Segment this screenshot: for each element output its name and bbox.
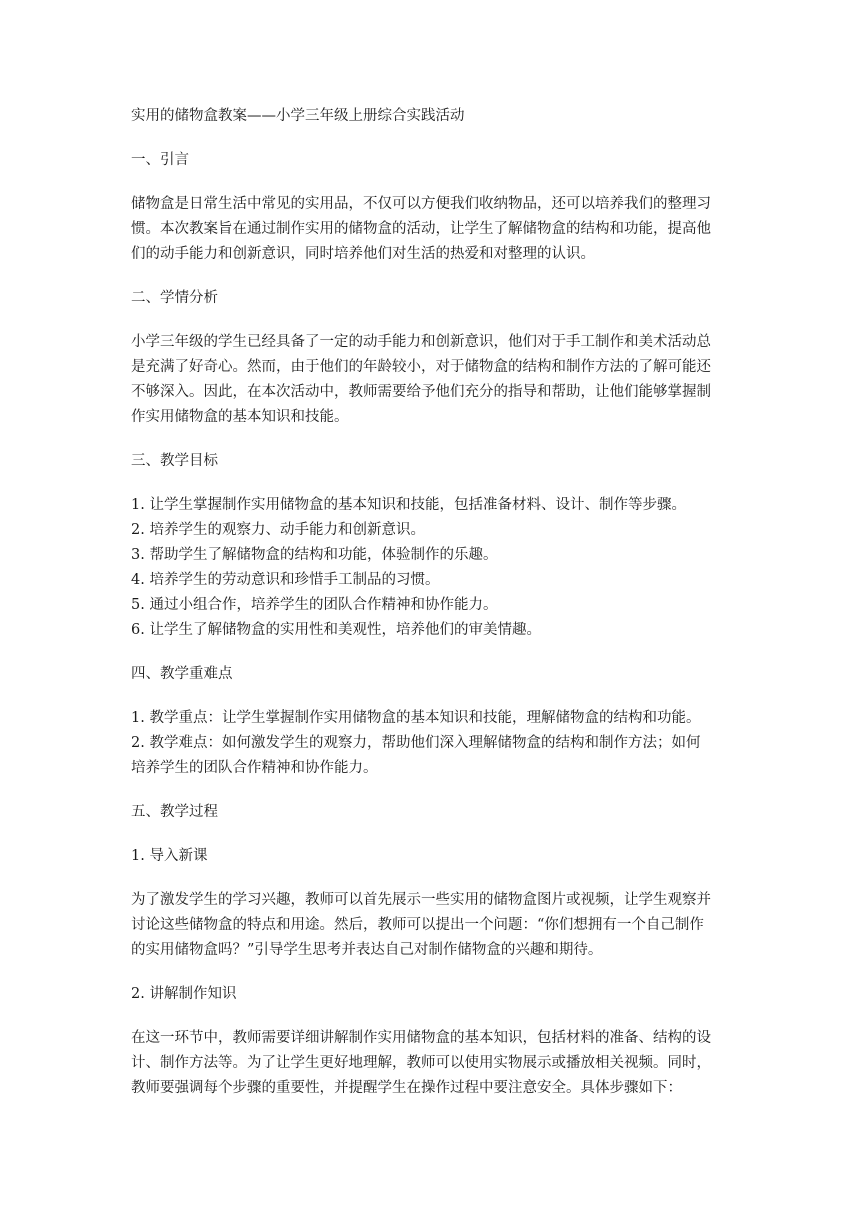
paragraph-line: 讨论这些储物盒的特点和用途。然后，教师可以提出一个问题：“你们想拥有一个自己制作 [131,917,704,933]
section-heading-teaching-goals: 三、教学目标 [131,453,218,469]
paragraph-line: 不够深入。因此，在本次活动中，教师需要给予他们充分的指导和帮助，让他们能够掌握制 [131,384,711,400]
paragraph-intro-lesson [131,888,735,963]
paragraph-line: 教师要强调每个步骤的重要性，并提醒学生在操作过程中要注意安全。具体步骤如下： [131,1080,682,1096]
paragraph-line: 为了激发学生的学习兴趣，教师可以首先展示一些实用的储物盒图片或视频，让学生观察并 [131,892,711,908]
paragraph-line: 储物盒是日常生活中常见的实用品，不仅可以方便我们收纳物品，还可以培养我们的整理习 [131,196,711,212]
list-item-continuation: 培养学生的团队合作精神和协作能力。 [131,760,378,776]
list-item: 2. 教学难点：如何激发学生的观察力，帮助他们深入理解储物盒的结构和制作方法；如何 [131,735,701,751]
section-heading-introduction: 一、引言 [131,152,189,168]
paragraph-line: 在这一环节中，教师需要详细讲解制作实用储物盒的基本知识，包括材料的准备、结构的设 [131,1030,711,1046]
paragraph-line: 惯。本次教案旨在通过制作实用的储物盒的活动，让学生了解储物盒的结构和功能，提高他 [131,221,711,237]
paragraph-introduction [131,192,735,267]
list-item: 6. 让学生了解储物盒的实用性和美观性，培养他们的审美情趣。 [131,622,541,638]
paragraph-line: 的实用储物盒吗？”引导学生思考并表达自己对制作储物盒的兴趣和期待。 [131,942,603,958]
paragraph-line: 小学三年级的学生已经具备了一定的动手能力和创新意识，他们对于手工制作和美术活动总 [131,334,711,350]
list-teaching-goals [131,493,735,643]
list-item: 5. 通过小组合作，培养学生的团队合作精神和协作能力。 [131,597,498,613]
section-heading-teaching-process: 五、教学过程 [131,804,218,820]
paragraph-line: 计、制作方法等。为了让学生更好地理解，教师可以使用实物展示或播放相关视频。同时， [131,1055,711,1071]
list-key-points [131,706,735,781]
paragraph-line: 是充满了好奇心。然而，由于他们的年龄较小，对于储物盒的结构和制作方法的了解可能还 [131,359,711,375]
document-title: 实用的储物盒教案——小学三年级上册综合实践活动 [131,108,465,124]
document-page [131,104,735,1101]
section-heading-student-analysis: 二、学情分析 [131,290,218,306]
list-item: 3. 帮助学生了解储物盒的结构和功能，体验制作的乐趣。 [131,547,498,563]
paragraph-line: 作实用储物盒的基本知识和技能。 [131,409,349,425]
list-item: 1. 教学重点：让学生掌握制作实用储物盒的基本知识和技能，理解储物盒的结构和功能。 [131,710,701,726]
paragraph-student-analysis [131,330,735,430]
list-item: 1. 让学生掌握制作实用储物盒的基本知识和技能，包括准备材料、设计、制作等步骤。 [131,497,686,513]
section-heading-key-points: 四、教学重难点 [131,666,233,682]
paragraph-explain-knowledge [131,1026,735,1101]
list-item: 4. 培养学生的劳动意识和珍惜手工制品的习惯。 [131,572,440,588]
paragraph-line: 们的动手能力和创新意识，同时培养他们对生活的热爱和对整理的认识。 [131,246,595,262]
subheading-intro-lesson: 1. 导入新课 [131,848,208,864]
list-item: 2. 培养学生的观察力、动手能力和创新意识。 [131,522,425,538]
subheading-explain-knowledge: 2. 讲解制作知识 [131,986,237,1002]
